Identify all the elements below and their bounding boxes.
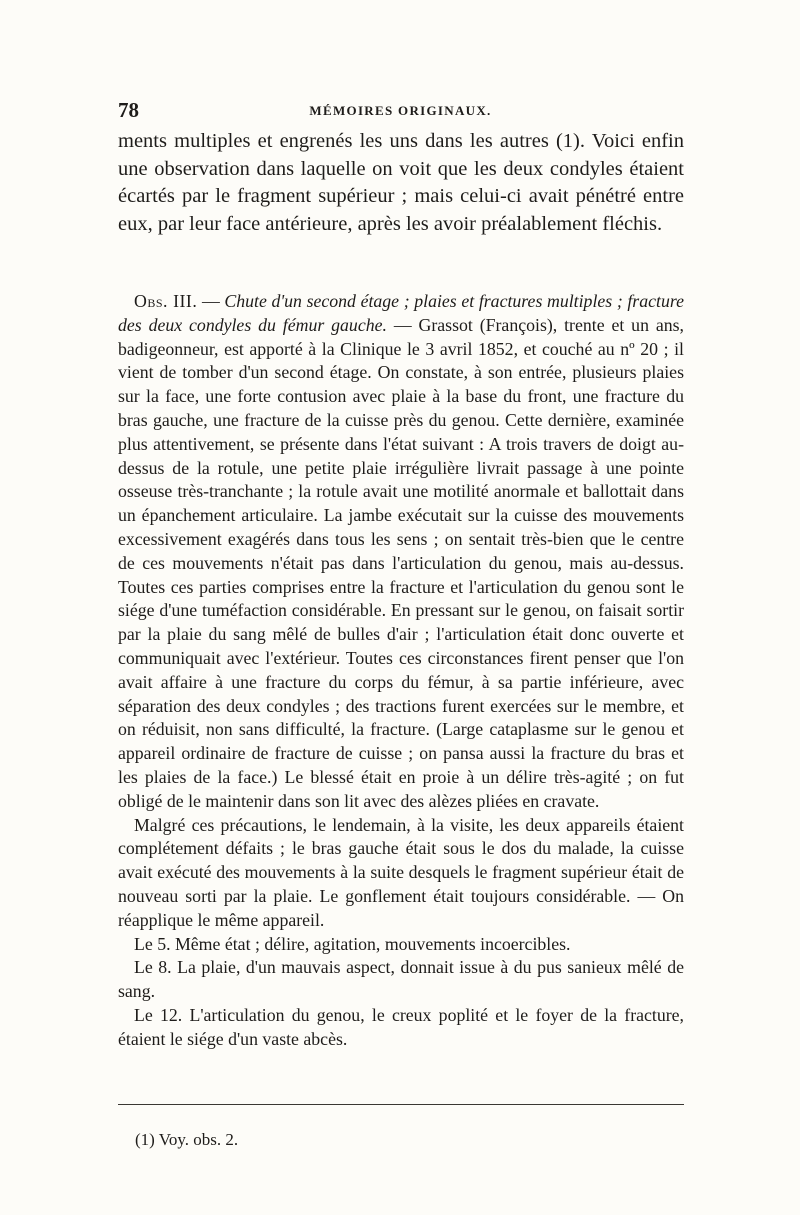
observation-text: — Grassot (François), trente et un ans, badigeonneur, est apporté à la Clinique le 3 avril 1852, et couché au nº 20 ; il vient de tomber d'un second étage. On constate, à son entrée, plusieurs plaies sur la face, une forte contusion avec plaie à la base du front, une fracture du bras gauche, une fracture de la cuisse près du genou. Cette dernière, examinée plus attentivement, se présente dans l'état suivant : A trois travers de doigt au-dessus de la rotule, une petite plaie irrégulière livrait passage à une pointe osseuse très-tranchante ; la rotule avait une motilité anormale et ballottait dans un épanchement articulaire. La jambe exécutait sur la cuisse des mouvements excessivement exagérés dans tous les sens ; on sentait très-bien que le centre de ces mouvements n'était pas dans l'articulation du genou, mais au-dessus. Toutes ces parties comprises entre la fracture et l'articulation du genou sont le siége d'une tuméfaction considérable. En pressant sur le genou, on faisait sortir par la plaie du sang mêlé de bulles d'air ; l'articulation était donc ouverte et communiquait avec l'extérieur. Toutes ces circonstances firent penser que l'on avait affaire à une fracture du corps du fémur, à sa partie inférieure, avec séparation des deux condyles ; des tractions furent exercées sur le membre, et on réduisit, non sans difficulté, la fracture. (Large cataplasme sur le genou et appareil ordinaire de fracture de cuisse ; on pansa aussi la fracture du bras et les plaies de la face.) Le blessé était en proie à un délire très-agité ; on fut obligé de le maintenir dans son lit avec des alèzes pliées en cravate. <box>118 314 684 811</box>
observation-paragraph-5: Le 12. L'articulation du genou, le creux poplité et le foyer de la fracture, étaient le siége d'un vaste abcès. <box>118 1004 684 1049</box>
observation-dash: — <box>197 291 225 311</box>
observation-paragraph-4: Le 8. La plaie, d'un mauvais aspect, donnait issue à du pus sanieux mêlé de sang. <box>118 957 684 1002</box>
intro-paragraph: ments multiples et engrenés les uns dans les autres (1). Voici enfin une observation dans laquelle on voit que les deux condyles étaient écartés par le fragment supérieur ; mais celui-ci avait pénétré entre eux, par leur face antérieure, après les avoir préalablement fléchis. <box>118 130 684 236</box>
observation-paragraph-1 <box>118 290 684 814</box>
observation-label: Obs. III. <box>134 291 198 311</box>
footnote-rule <box>118 1104 684 1105</box>
observation-paragraph-2: Malgré ces précautions, le lendemain, à la visite, les deux appareils étaient complétement défaits ; le bras gauche était sous le dos du malade, la cuisse avait exécuté des mouvements à la suite desquels le fragment supérieur était de nouveau sorti par la plaie. Le gonflement était toujours considérable. — On réapplique le même appareil. <box>118 814 684 930</box>
page-header <box>118 98 683 126</box>
running-title: MÉMOIRES ORIGINAUX. <box>309 103 492 118</box>
page-number: 78 <box>118 98 139 122</box>
observation-block <box>118 290 684 1052</box>
observation-title: Chute d'un second étage ; plaies et fractures multiples ; fracture des deux condyles du fémur gauche. <box>118 291 684 335</box>
observation-paragraph-3: Le 5. Même état ; délire, agitation, mouvements incoercibles. <box>134 933 571 954</box>
footnote: (1) Voy. obs. 2. <box>135 1130 239 1149</box>
